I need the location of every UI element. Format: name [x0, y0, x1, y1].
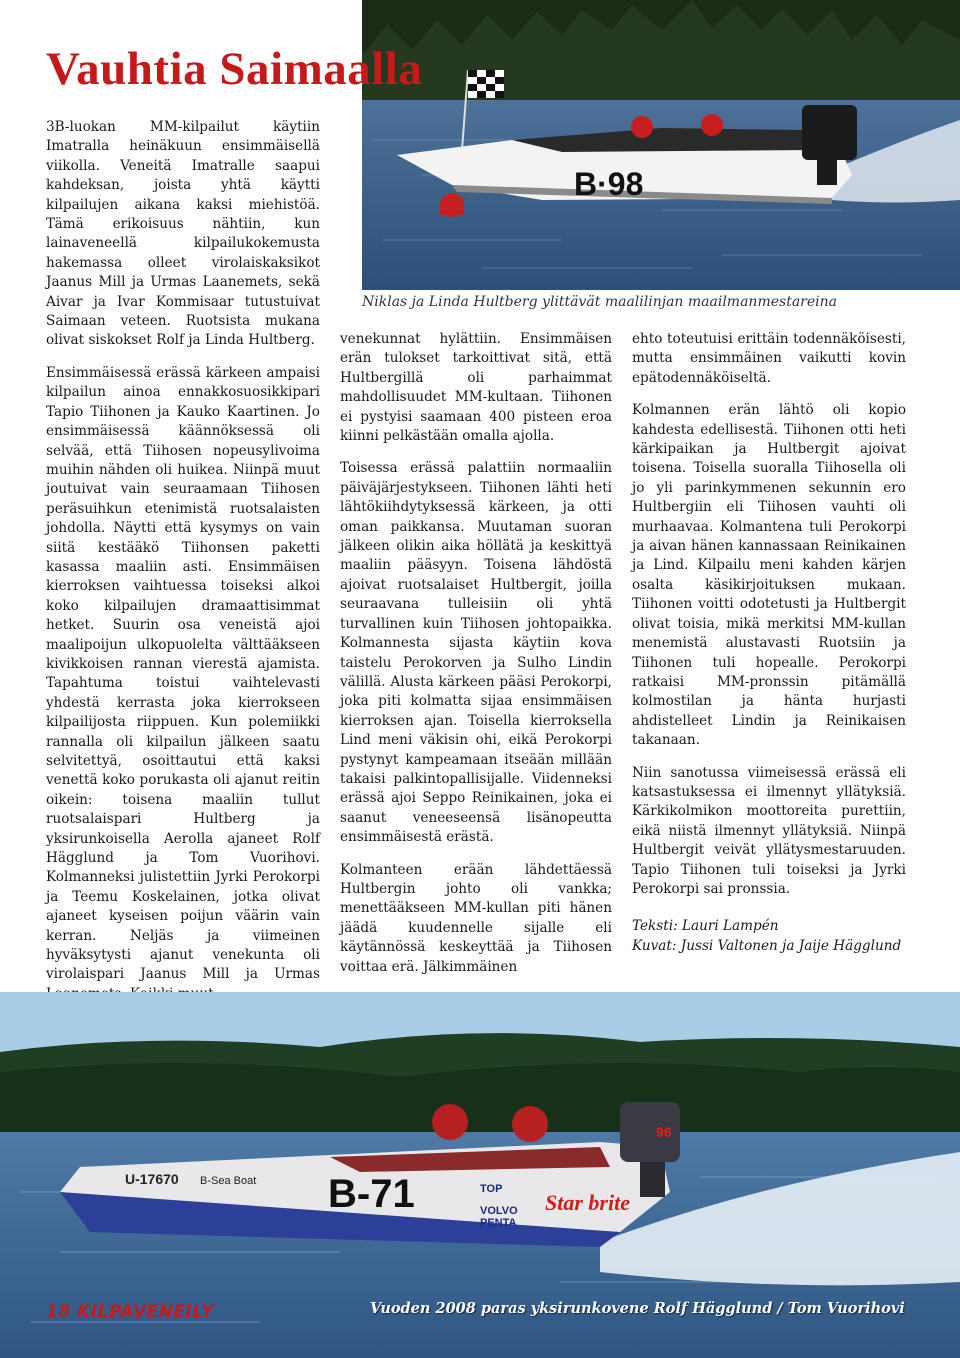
- article-title: Vauhtia Saimaalla: [46, 43, 423, 95]
- article-column-1: [46, 118, 320, 1017]
- article-column-2: [340, 330, 612, 990]
- bottom-engine-number: 96: [656, 1124, 672, 1140]
- top-boat-photo-svg: [362, 0, 960, 290]
- page-number: 18: [46, 1302, 71, 1322]
- bottom-hull-number: U-17670: [125, 1171, 179, 1187]
- bottom-hull-text: B-Sea Boat: [200, 1175, 257, 1187]
- paragraph: Toisessa erässä palattiin normaaliin päiväjärjestykseen. Tiihonen lähti heti lähtökiihdytyksessä kärkeen, ja otti oman paikkansa. Muutaman suoran jälkeen olikin aika höllätä ja keskittyä maaliin pääsyyn. Toisena lähdöstä ajoivat ruotsalaiset Hultbergit, joilla seuraavana tulleisiin oli yhtä turvallinen kuin Tiihosen johtopaikka. Kolmannesta sijasta käytiin kova taistelu Perokorven ja Sulho Lindin välillä. Alusta kärkeen pääsi Perokorpi, joka piti kolmatta sijaa ensimmäisen kierroksen ajan. Toisella kierroksella Lind meni väkisin ohi, eikä Perokorpi pystynyt kampeamaan itseään millään takaisi palkintopallisijalle. Viidenneksi erässä ajoi Seppo Reinikainen, joka ei saanut veneeseensä lisänopeutta ensimmäisestä erästä.: [340, 460, 612, 846]
- bottom-boat-number: B-71: [328, 1172, 415, 1216]
- paragraph: 3B-luokan MM-kilpailut käytiin Imatralla heinäkuun ensimmäisellä viikolla. Veneitä Imatralle saapui kahdeksan, joista yhtä käytti kilpailujen aikana kaksi miehistöä. Tämä erikoisuus nähtiin, kun lainaveneellä kilpailukokemusta hakemassa olleet virolaiskaksikot Jaanus Mill ja Urmas Laanemets, sekä Aivar ja Ivar Kommisaar tutustuivat Saimaan veteen. Ruotsista mukana olivat siskokset Rolf ja Linda Hultberg.: [46, 119, 320, 349]
- magazine-name: KILPAVENEILY: [77, 1302, 214, 1322]
- paragraph: Kolmanteen erään lähdettäessä Hultbergin johto oli vankka; menettääkseen MM-kullan piti hänen jäädä kuudennelle sijalle eli käytännössä keskeyttää ja Tiihosen voittaa erä. Jälkimmäinen: [340, 861, 612, 975]
- photo-credit: Kuvat: Jussi Valtonen ja Jaije Hägglund: [632, 937, 902, 954]
- bottom-sponsor-penta: PENTA: [480, 1217, 517, 1229]
- paragraph: ehto toteutuisi erittäin todennäköisesti, mutta ensimmäinen vaikutti kovin epätodennäköiseltä.: [632, 331, 906, 386]
- paragraph: venekunnat hylättiin. Ensimmäisen erän tulokset tarkoittivat sitä, että Hultbergillä oli parhaimmat mahdollisuudet MM-kultaan. Tiihonen ei pystyisi saamaan 400 pisteen eroa kiinni pelkästään omalla ajolla.: [340, 331, 612, 445]
- paragraph: Kolmannen erän lähtö oli kopio kahdesta edellisestä. Tiihonen otti heti kärkipaikan ja Hultbergit ajoivat toisena. Toisella suoralla Tiihosella oli jo yli parinkymmenen sekunnin ero Hultbergiin eli Tiihosen vauhti oli murhaavaa. Kolmantena tuli Perokorpi ja aivan hänen kannassaan Reinikainen ja Lind. Kilpailu meni kahden kärjen osalta käsikirjoituksen mukaan. Tiihonen voitti odotetusti ja Hultbergit olivat toisia, mikä merkitsi MM-kullan menemistä alustavasti Ruotsiin ja Tiihonen tuli hopealle. Perokorpi ratkaisi MM-pronssin pitämällä kolmostilan ja hänta hurjasti ahdistelleet Lindin ja Reinikaisen takanaan.: [632, 402, 906, 749]
- top-boat-number: B·98: [574, 166, 644, 202]
- bottom-sponsor-starbrite: Star brite: [545, 1190, 630, 1215]
- paragraph: Ensimmäisessä erässä kärkeen ampaisi kilpailun ainoa ennakkosuosikkipari Tapio Tiihonen ja Kauko Kaartinen. Jo ensimmäisessä käännöksessä oli selvää, että Tiihosen nopeusylivoima muihin nähden oli huikea. Niinpä muut joutuivat vain seuraamaan Tiihosen peräsuihkun etenimistä ruotsalaisten johdolla. Näytti että kysymys on vain siitä kestääkö Tiihonsen paketti kasassa maaliin asti. Ensimmäisen kierroksen vaihtuessa toiseksi alkoi koko kilpailujen dramaattisimmat hetket. Suurin osa veneistä ajoi maalipoijun ulkopuolelta välttääkseen kivikkoisen rannan vierestä ajamista. Tapahtuma toistui vaihtelevasti yhdestä kerrasta joka kierrokseen kilpailijosta riippuen. Kun polemiikki rannalla oli kilpailun jälkeen saatu selvitettyä, osoittautui että kaksi venettä koko porukasta oli ajanut reitin oikein: toisena maaliin tullut ruotsalaispari Hultberg ja yksirunkoisella Aerolla ajaneet Rolf Hägglund ja Tom Vuorihovi. Kolmanneksi julistettiin Jyrki Perokorpi ja Teemu Koskelainen, jotka olivat ajaneet kyseisen poijun väärin vain kerran. Neljäs ja viimeinen hyväksytysti ajanut venekunta oli virolaispari Jaanus Mill ja Urmas: [46, 364, 320, 983]
- page-footer: [46, 1302, 214, 1322]
- bottom-sponsor-top: TOP: [480, 1183, 503, 1195]
- text-credit: Teksti: Lauri Lampén: [632, 918, 779, 935]
- article-credits: [632, 917, 906, 956]
- article-column-3: [632, 330, 906, 969]
- paragraph: Niin sanotussa viimeisessä erässä eli katsastuksessa ei ilmennyt yllätyksiä. Kärkikolmikon moottoreita purettiin, eikä niistä ilmennyt yllätyksiä. Niinpä Hultbergit veivät yllätysmestaruuden. Tapio Tiihonen tuli toiseksi ja Jyrki Perokorpi sai pronssia.: [632, 764, 906, 897]
- bottom-sponsor-volvo: VOLVO: [480, 1205, 518, 1217]
- bottom-photo-caption: Vuoden 2008 paras yksirunkovene Rolf Hägglund / Tom Vuorihovi: [370, 1300, 905, 1317]
- top-photo-caption: Niklas ja Linda Hultberg ylittävät maalilinjan maailmanmestareina: [362, 294, 837, 310]
- top-boat-photo: [362, 0, 960, 290]
